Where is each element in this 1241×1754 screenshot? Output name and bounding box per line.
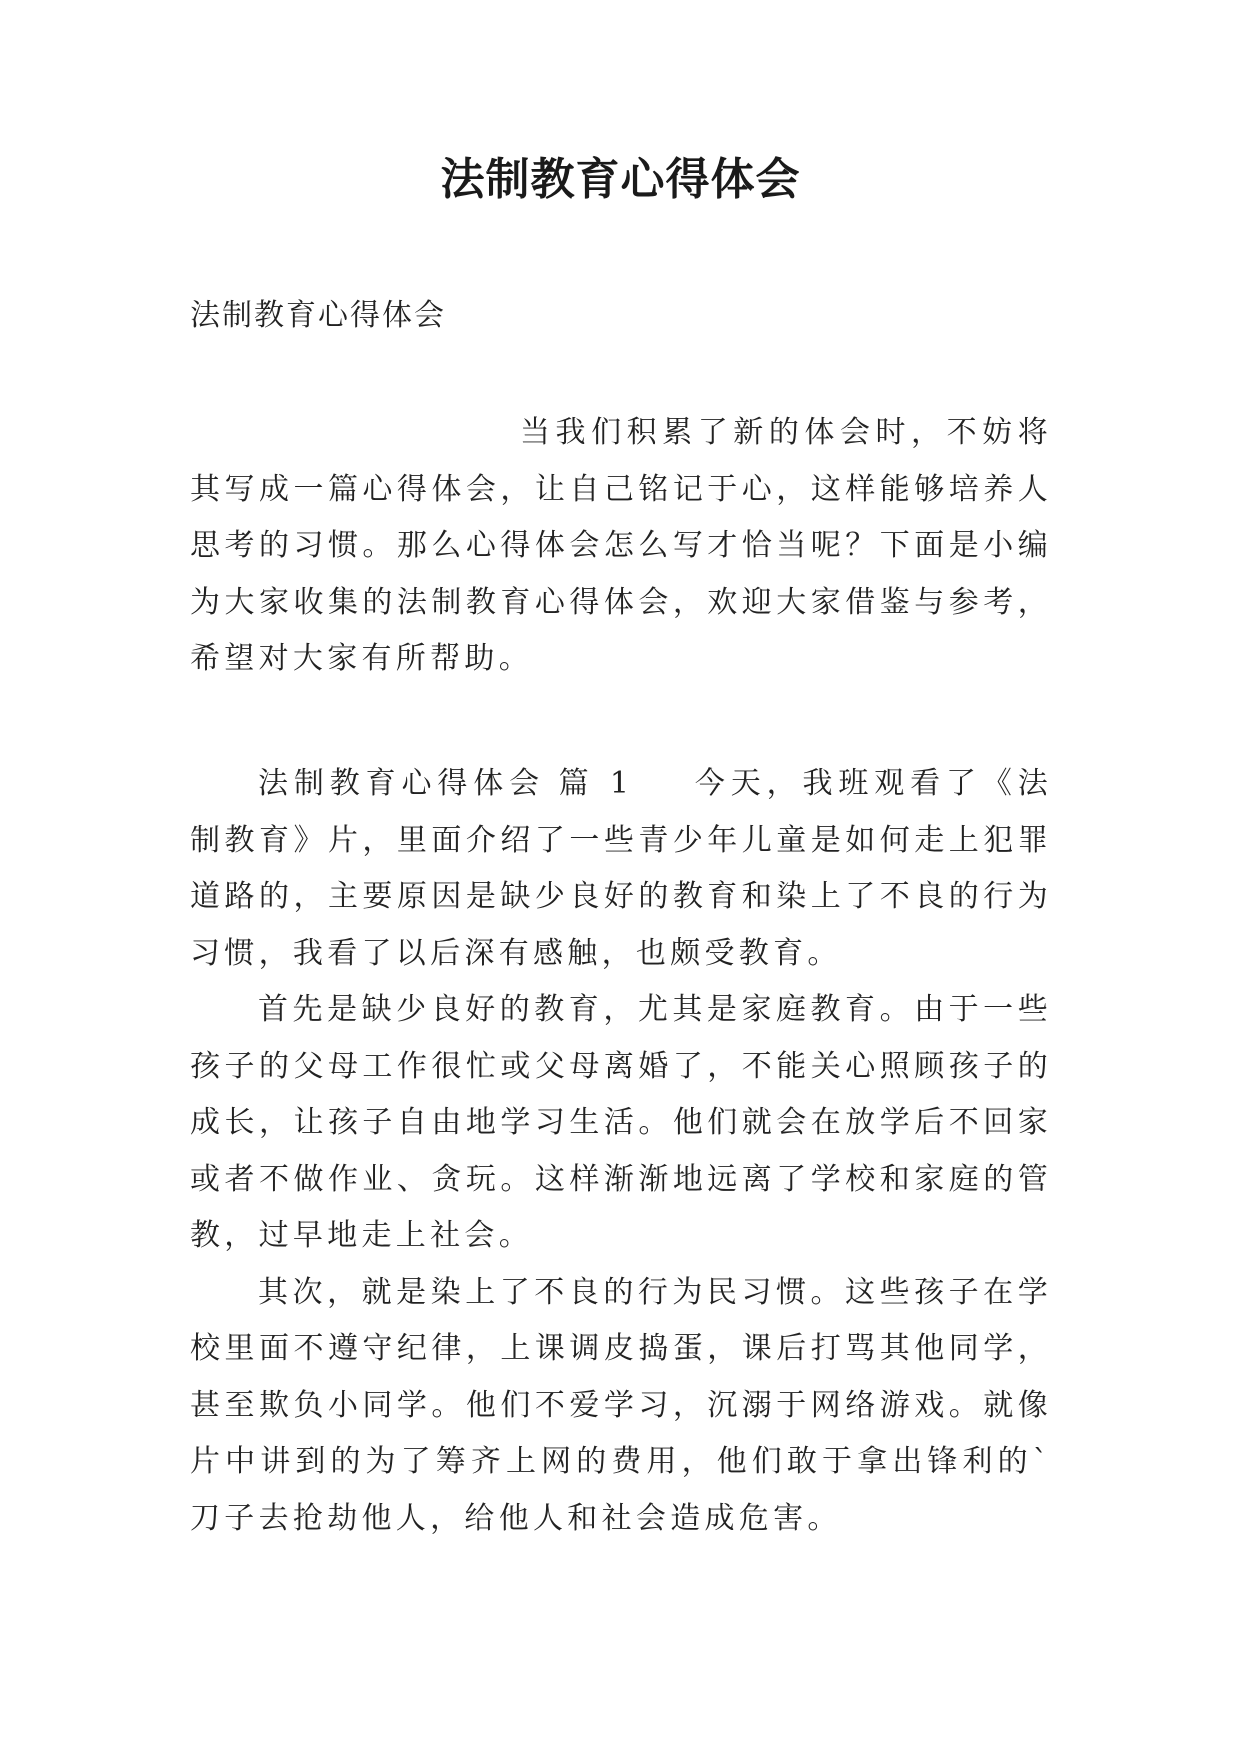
intro-paragraph: 当我们积累了新的体会时，不妨将其写成一篇心得体会，让自己铭记于心，这样能够培养人思考的习惯。那么心得体会怎么写才恰当呢？下面是小编为大家收集的法制教育心得体会，欢迎大家借鉴与参考，希望对大家有所帮助。 bbox=[190, 415, 1052, 676]
paragraph-2: 首先是缺少良好的教育，尤其是家庭教育。由于一些孩子的父母工作很忙或父母离婚了，不能关心照顾孩子的成长，让孩子自由地学习生活。他们就会在放学后不回家或者不做作业、贪玩。这样渐渐地远离了学校和家庭的管教，过早地走上社会。 bbox=[190, 992, 1052, 1253]
section-heading: 法制教育心得体会 bbox=[258, 766, 545, 801]
paragraph-3: 其次，就是染上了不良的行为民习惯。这些孩子在学校里面不遵守纪律，上课调皮捣蛋，课后打骂其他同学，甚至欺负小同学。他们不爱学习，沉溺于网络游戏。就像片中讲到的为了筹齐上网的费用，他们敢于拿出锋利的`刀子去抢劫他人，给他人和社会造成危害。 bbox=[190, 1274, 1052, 1536]
paragraph-1: 今天，我班观看了《法制教育》片，里面介绍了一些青少年儿童是如何走上犯罪道路的，主要原因是缺少良好的教育和染上了不良的行为习惯，我看了以后深有感触，也颇受教育。 bbox=[190, 766, 1052, 971]
section-label: 篇 1 bbox=[557, 766, 634, 801]
section-1-first-paragraph bbox=[190, 756, 1052, 982]
document-subtitle: 法制教育心得体会 bbox=[190, 298, 446, 333]
section-1 bbox=[190, 756, 1052, 1547]
document-title: 法制教育心得体会 bbox=[440, 154, 801, 205]
